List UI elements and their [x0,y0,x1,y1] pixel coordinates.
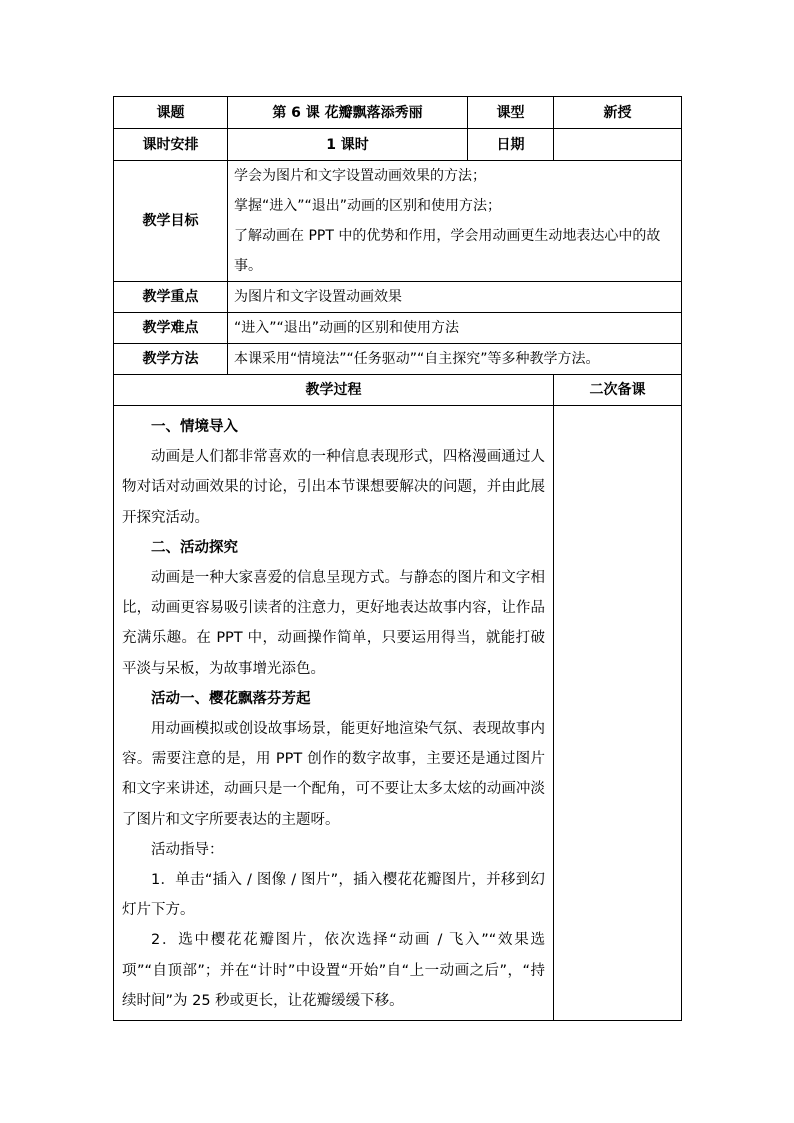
objectives-content [228,161,682,282]
schedule-row [114,129,682,161]
paragraph: 活动指导： [151,841,224,858]
topic-value: 第 6 课 花瓣飘落添秀丽 [228,97,468,129]
key-point-row [114,282,682,313]
section-heading: 二、活动探究 [151,539,238,556]
section-heading: 活动一、樱花飘落芬芳起 [151,690,311,707]
objectives-label: 教学目标 [114,161,228,282]
paragraph: 1．单击“插入 / 图像 / 图片”，插入樱花花瓣图片，并移到幻灯片下方。 [122,872,545,919]
second-prep-cell [554,406,682,1021]
section-heading: 一、情境导入 [151,419,238,435]
key-point-label: 教学重点 [114,282,228,313]
method-row [114,344,682,375]
hours-label: 课时安排 [114,129,228,161]
paragraph: 动画是一种大家喜爱的信息呈现方式。与静态的图片和文字相比，动画更容易吸引读者的注意力，更好地表达故事内容，让作品充满乐趣。在 PPT 中，动画操作简单，只要运用得当，就能打破平淡与呆板，为故事增光添色。 [122,570,545,677]
paragraph: 用动画模拟或创设故事场景，能更好地渲染气氛、表现故事内容。需要注意的是，用 PPT 创作的数字故事，主要还是通过图片和文字来讲述，动画只是一个配角，可不要让太多太炫的动画冲淡了图片和文字所要表达的主题呀。 [122,721,545,828]
objective-line: 了解动画在 PPT 中的优势和作用，学会用动画更生动地表达心中的故事。 [234,228,661,274]
key-point-value: 为图片和文字设置动画效果 [228,282,682,313]
date-label: 日期 [468,129,554,161]
lesson-type-label: 课型 [468,97,554,129]
lesson-type-value: 新授 [554,97,682,129]
paragraph: 2．选中樱花花瓣图片，依次选择“动画 / 飞入”“效果选项”“自顶部”；并在“计时”中设置“开始”自“上一动画之后”，“持续时间”为 25 秒或更长，让花瓣缓缓下移。 [122,932,545,1009]
process-header: 教学过程 [114,375,554,406]
paragraph: 动画是人们都非常喜欢的一种信息表现形式，四格漫画通过人物对话对动画效果的讨论，引出本节课想要解决的问题，并由此展开探究活动。 [122,449,545,526]
process-row [114,406,682,1021]
topic-label: 课题 [114,97,228,129]
objective-line: 学会为图片和文字设置动画效果的方法； [234,168,486,184]
method-value: 本课采用“情境法”“任务驱动”“自主探究”等多种教学方法。 [228,344,682,375]
objective-line: 掌握“进入”“退出”动画的区别和使用方法； [234,198,502,214]
difficulty-row [114,313,682,344]
hours-value: 1 课时 [228,129,468,161]
process-content [114,406,554,1021]
date-value [554,129,682,161]
difficulty-label: 教学难点 [114,313,228,344]
process-header-row [114,375,682,406]
method-label: 教学方法 [114,344,228,375]
lesson-plan-table [113,96,682,1021]
header-row [114,97,682,129]
difficulty-value: “进入”“退出”动画的区别和使用方法 [228,313,682,344]
objectives-row [114,161,682,282]
second-prep-header: 二次备课 [554,375,682,406]
